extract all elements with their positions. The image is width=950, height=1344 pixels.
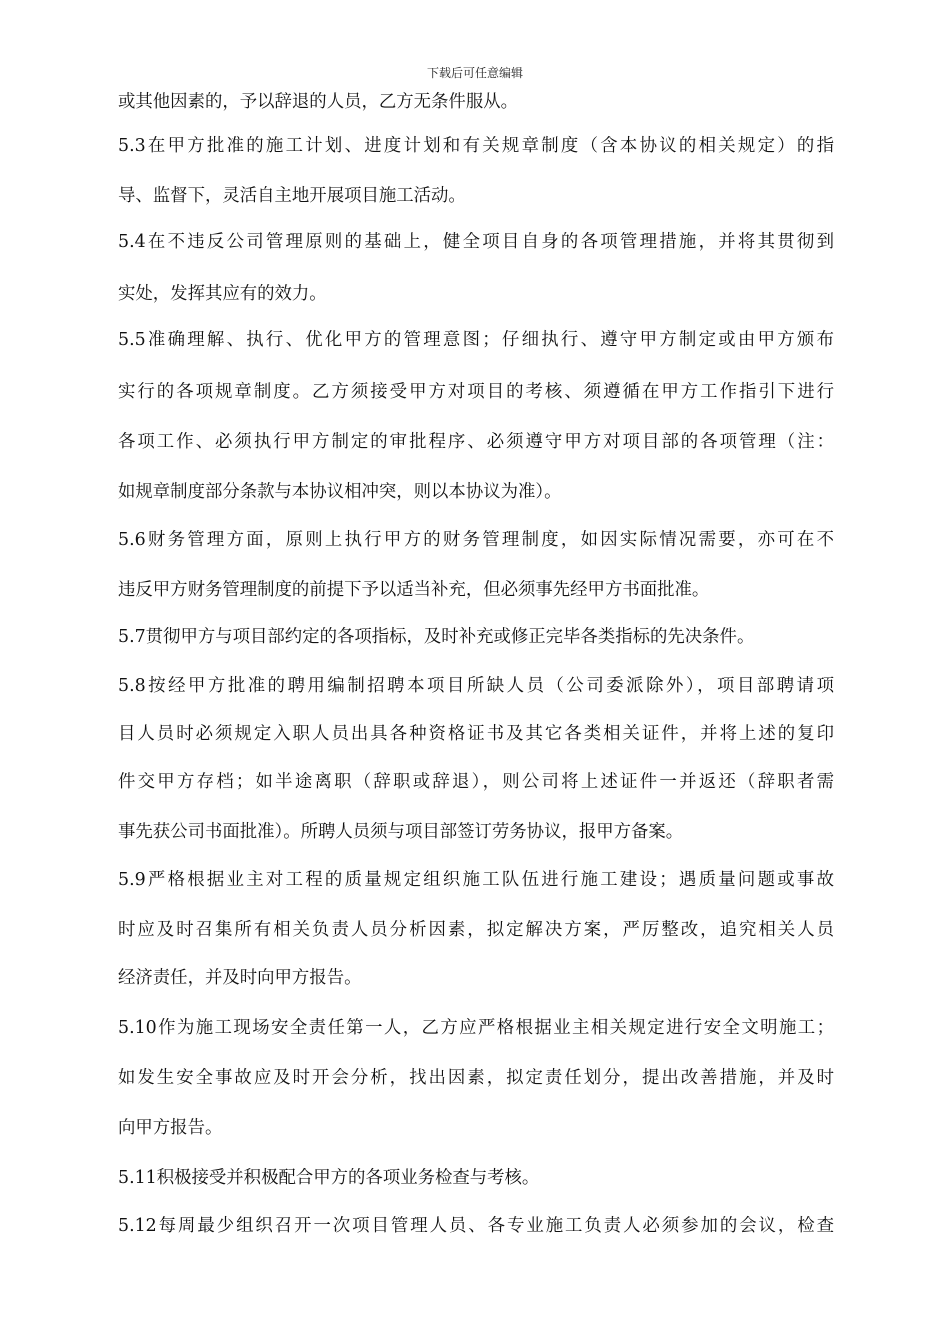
text-line: 5.7贯彻甲方与项目部约定的各项指标，及时补充或修正完毕各类指标的先决条件。 (118, 627, 755, 647)
text-line: 如发生安全事故应及时开会分析，找出因素，拟定责任划分，提出改善措施，并及时 (118, 1068, 834, 1088)
text-line: 违反甲方财务管理制度的前提下予以适当补充，但必须事先经甲方书面批准。 (118, 580, 710, 600)
text-line: 如规章制度部分条款与本协议相冲突，则以本协议为准）。 (118, 482, 562, 502)
text-line: 实行的各项规章制度。乙方须接受甲方对项目的考核、须遵循在甲方工作指引下进行 (118, 382, 834, 402)
text-line: 目人员时必须规定入职人员出具各种资格证书及其它各类相关证件，并将上述的复印 (118, 724, 834, 744)
text-line: 5.12每周最少组织召开一次项目管理人员、各专业施工负责人必须参加的会议，检查 (118, 1216, 834, 1236)
text-line: 实处，发挥其应有的效力。 (118, 284, 327, 304)
text-line: 事先获公司书面批准）。所聘人员须与项目部签订劳务协议，报甲方备案。 (118, 822, 684, 842)
text-line: 5.5准确理解、执行、优化甲方的管理意图；仔细执行、遵守甲方制定或由甲方颁布 (118, 330, 834, 350)
text-line: 5.6财务管理方面，原则上执行甲方的财务管理制度，如因实际情况需要，亦可在不 (118, 530, 834, 550)
text-line: 5.4在不违反公司管理原则的基础上，健全项目自身的各项管理措施，并将其贯彻到 (118, 232, 834, 252)
text-line: 向甲方报告。 (118, 1118, 223, 1138)
text-line: 5.11积极接受并积极配合甲方的各项业务检查与考核。 (118, 1168, 540, 1188)
text-line: 5.10作为施工现场安全责任第一人，乙方应严格根据业主相关规定进行安全文明施工； (118, 1018, 834, 1038)
text-line: 导、监督下，灵活自主地开展项目施工活动。 (118, 186, 466, 206)
text-line: 5.9严格根据业主对工程的质量规定组织施工队伍进行施工建设；遇质量问题或事故 (118, 870, 834, 890)
text-line: 经济责任，并及时向甲方报告。 (118, 968, 362, 988)
text-line: 时应及时召集所有相关负责人员分析因素，拟定解决方案，严厉整改，追究相关人员 (118, 920, 834, 940)
text-line: 件交甲方存档；如半途离职（辞职或辞退），则公司将上述证件一并返还（辞职者需 (118, 772, 834, 792)
text-line: 各项工作、必须执行甲方制定的审批程序、必须遵守甲方对项目部的各项管理（注： (118, 432, 834, 452)
text-line: 5.8按经甲方批准的聘用编制招聘本项目所缺人员（公司委派除外），项目部聘请项 (118, 676, 834, 696)
text-line: 或其他因素的，予以辞退的人员，乙方无条件服从。 (118, 92, 518, 112)
page-header: 下载后可任意编辑 (426, 66, 523, 80)
text-line: 5.3在甲方批准的施工计划、进度计划和有关规章制度（含本协议的相关规定）的指 (118, 136, 834, 156)
